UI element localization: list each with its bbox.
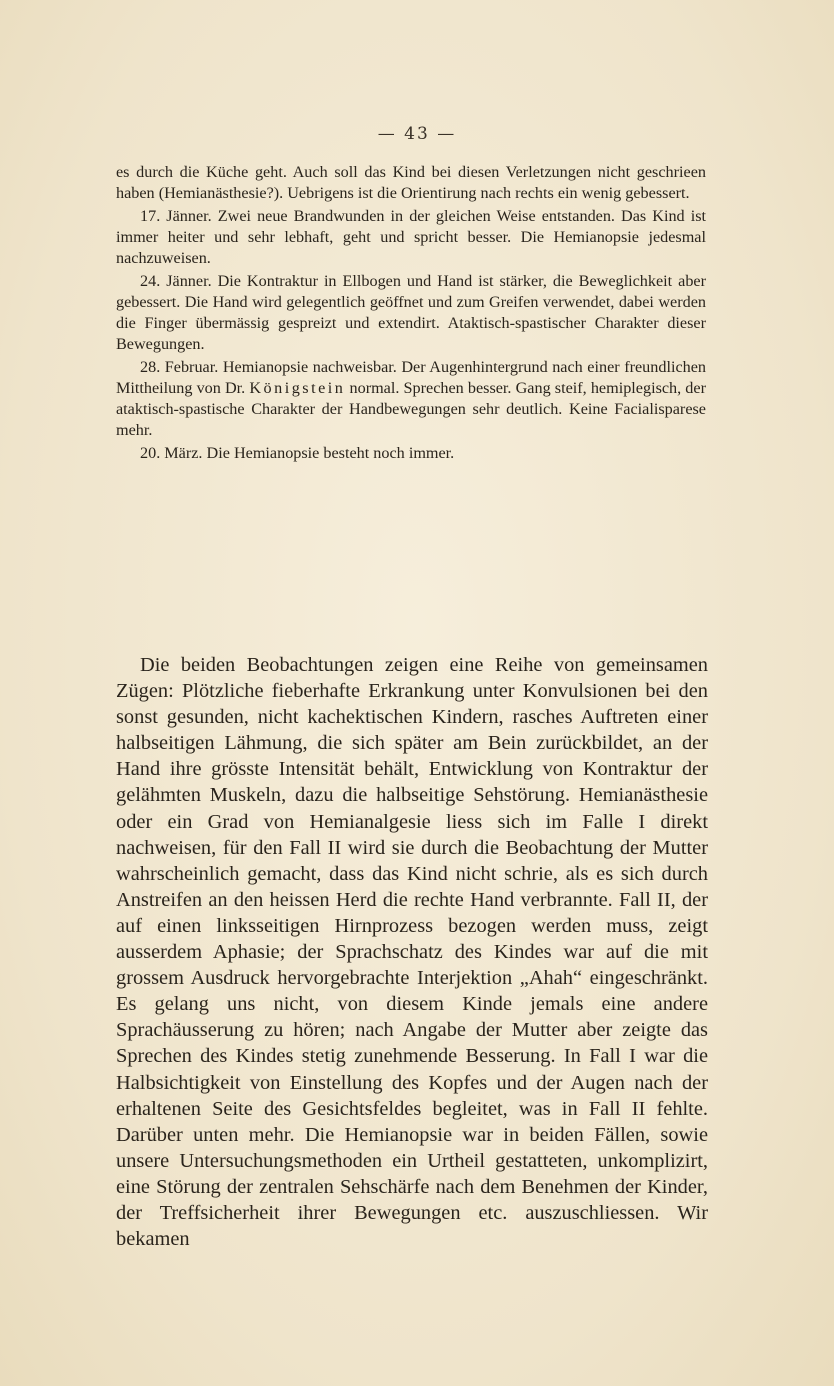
case-notes (116, 162, 706, 464)
page-number: — 43 — (377, 124, 457, 144)
notes-entry-24-jan: 24. Jänner. Die Kontraktur in Ellbogen und Hand ist stärker, die Beweglichkeit aber gebessert. Die Hand wird gelegentlich geöffnet und zum Greifen verwendet, dabei werden die Finger übermässig gespreizt und extendirt. Ataktisch-spastischer Charakter dieser Bewegungen. (116, 272, 706, 353)
notes-entry-28-feb (116, 357, 706, 441)
notes-paragraph-continuation: es durch die Küche geht. Auch soll das Kind bei diesen Verletzungen nicht geschrieen haben (Hemianästhesie?). Uebrigens ist die Orientirung nach rechts ein wenig gebessert. (116, 163, 706, 202)
discussion-section (116, 652, 708, 1252)
doctor-name: Königstein (249, 379, 346, 397)
discussion-paragraph: Die beiden Beobachtungen zeigen eine Reihe von gemeinsamen Zügen: Plötzliche fieberhafte Erkrankung unter Konvulsionen bei den sonst gesunden, nicht kachektischen Kindern, rasches Auftreten einer halbseitigen Lähmung, die sich später am Bein zurückbildet, an der Hand ihre grösste Intensität behält, Entwicklung von Kontraktur der gelähmten Muskeln, dazu die halbseitige Sehstörung. Hemianästhesie oder ein Grad von Hemianalgesie liess sich im Falle I direkt nachweisen, für den Fall II wird sie durch die Beobachtung der Mutter wahrscheinlich gemacht, dass das Kind nicht schrie, als es sich durch Anstreifen an den heissen Herd die rechte Hand verbrannte. Fall II, der auf einen linksseitigen Hirnprozess bezogen werden muss, zeigt ausserdem Aphasie; der Sprachschatz des Kindes war auf die mit grossem Ausdruck hervorgebrachte Interjektion „Ahah“ eingeschränkt. Es gelang uns nicht, von diesem Kinde jemals eine andere Sprachäusserung zu hören; nach Angabe der Mutter aber zeigte das Sprechen des Kindes stetig zunehmende Besserung. In Fall I war die Halbsichtigkeit von Einstellung des Kopfes und der Augen nach der erhaltenen Seite des Gesichtsfeldes begleitet, was in Fall II fehlte. Darüber unten mehr. Die Hemianopsie war in beiden Fällen, sowie unsere Untersuchungsmethoden ein Urtheil gestatteten, unkomplizirt, eine Störung der zentralen Sehschärfe nach dem Benehmen der Kinder, der Treffsicherheit ihrer Bewegungen etc. auszuschliessen. Wir bekamen (116, 654, 708, 1251)
notes-entry-17-jan: 17. Jänner. Zwei neue Brandwunden in der gleichen Weise entstanden. Das Kind ist immer heiter und sehr lebhaft, geht und spricht besser. Die Hemianopsie jedesmal nachzuweisen. (116, 207, 706, 267)
notes-entry-20-mar: 20. März. Die Hemianopsie besteht noch immer. (140, 444, 455, 462)
notes-entry-28-feb-part-b: normal. Sprechen besser. Gang steif, hemiplegisch, der ataktisch-spastische Charakter der Handbewegungen sehr deutlich. Keine Facialisparese mehr. (116, 379, 706, 439)
notes-entry-28-feb-part-a: 28. Februar. Hemianopsie nachweisbar. Der Augenhintergrund nach einer freundlichen Mittheilung von Dr. (116, 358, 706, 397)
